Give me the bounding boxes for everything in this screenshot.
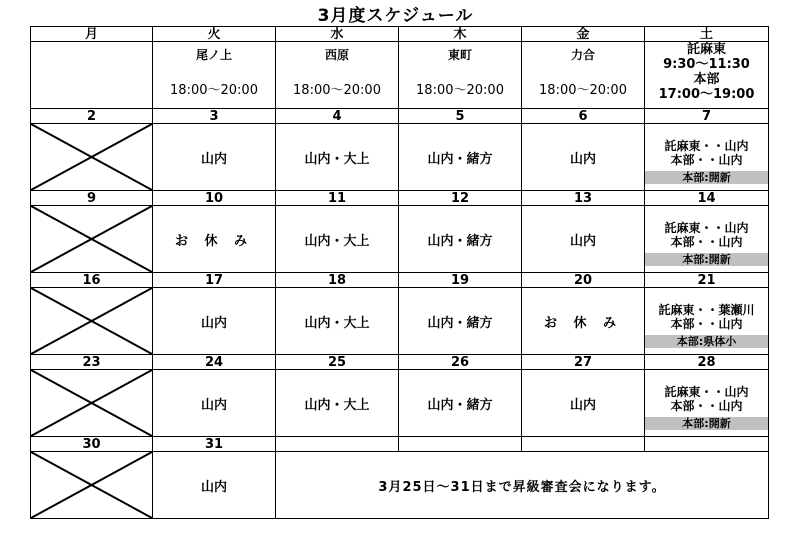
date-number: 14 bbox=[645, 191, 769, 206]
date-number: 9 bbox=[31, 191, 153, 206]
venue-mon bbox=[31, 42, 153, 109]
monday-closed-cell bbox=[31, 206, 153, 273]
date-number: 17 bbox=[153, 273, 276, 288]
monday-closed-cell bbox=[31, 370, 153, 437]
date-empty bbox=[645, 437, 769, 452]
cross-mark-icon bbox=[31, 452, 152, 518]
saturday-cell bbox=[645, 206, 769, 273]
date-number: 31 bbox=[153, 437, 276, 452]
date-number: 27 bbox=[522, 355, 645, 370]
week-row bbox=[31, 452, 769, 519]
date-number: 10 bbox=[153, 191, 276, 206]
sat-venue-note: 本部:開新 bbox=[645, 417, 768, 430]
sat-assignment: 託麻東・・山内 bbox=[664, 384, 749, 399]
saturday-cell bbox=[645, 370, 769, 437]
date-number: 18 bbox=[276, 273, 399, 288]
date-row bbox=[31, 109, 769, 124]
schedule-cell: 山内 bbox=[153, 124, 276, 191]
schedule-cell: 山内・緒方 bbox=[399, 288, 522, 355]
cross-mark-icon bbox=[31, 288, 152, 354]
venue-fri bbox=[522, 42, 645, 109]
sat-time-2: 17:00〜19:00 bbox=[658, 87, 755, 102]
page-title: 3月度スケジュール bbox=[317, 6, 474, 26]
venue-time: 18:00〜20:00 bbox=[170, 83, 258, 98]
cross-mark-icon bbox=[31, 370, 152, 436]
week-row bbox=[31, 206, 769, 273]
date-number: 6 bbox=[522, 109, 645, 124]
venue-location: 力合 bbox=[570, 48, 595, 62]
monday-closed-cell bbox=[31, 288, 153, 355]
schedule-cell: 山内 bbox=[153, 288, 276, 355]
date-number: 16 bbox=[31, 273, 153, 288]
week-row bbox=[31, 288, 769, 355]
schedule-cell: 山内 bbox=[153, 370, 276, 437]
day-mon: 月 bbox=[31, 27, 153, 42]
sat-venue-1: 託麻東 bbox=[686, 42, 726, 57]
day-tue: 火 bbox=[153, 27, 276, 42]
holiday-cell: お 休 み bbox=[153, 206, 276, 273]
date-number: 12 bbox=[399, 191, 522, 206]
schedule-cell: 山内・大上 bbox=[276, 370, 399, 437]
saturday-cell bbox=[645, 124, 769, 191]
schedule-cell: 山内 bbox=[522, 206, 645, 273]
date-row bbox=[31, 191, 769, 206]
venue-time: 18:00〜20:00 bbox=[293, 83, 381, 98]
date-number: 7 bbox=[645, 109, 769, 124]
venue-thu bbox=[399, 42, 522, 109]
venue-sat bbox=[645, 42, 769, 109]
schedule-table bbox=[30, 26, 769, 519]
schedule-cell: 山内・大上 bbox=[276, 124, 399, 191]
venue-wed bbox=[276, 42, 399, 109]
date-number: 3 bbox=[153, 109, 276, 124]
venue-header-row bbox=[31, 42, 769, 109]
date-number: 13 bbox=[522, 191, 645, 206]
date-number: 25 bbox=[276, 355, 399, 370]
date-number: 4 bbox=[276, 109, 399, 124]
saturday-cell bbox=[645, 288, 769, 355]
sat-assignment: 本部・・山内 bbox=[670, 316, 743, 331]
notice-cell: 3月25日〜31日まで昇級審査会になります。 bbox=[276, 452, 769, 519]
date-number: 11 bbox=[276, 191, 399, 206]
cross-mark-icon bbox=[31, 124, 152, 190]
day-wed: 水 bbox=[276, 27, 399, 42]
cross-mark-icon bbox=[31, 206, 152, 272]
venue-tue bbox=[153, 42, 276, 109]
venue-location: 尾ノ上 bbox=[195, 48, 232, 62]
schedule-cell: 山内・大上 bbox=[276, 288, 399, 355]
weekday-header-row bbox=[31, 27, 769, 42]
sat-assignment: 本部・・山内 bbox=[670, 234, 743, 249]
sat-venue-2: 本部 bbox=[693, 72, 720, 87]
day-thu: 木 bbox=[399, 27, 522, 42]
date-number: 19 bbox=[399, 273, 522, 288]
date-empty bbox=[399, 437, 522, 452]
week-row bbox=[31, 370, 769, 437]
venue-time: 18:00〜20:00 bbox=[539, 83, 627, 98]
monday-closed-cell bbox=[31, 452, 153, 519]
week-row bbox=[31, 124, 769, 191]
sat-assignment: 本部・・山内 bbox=[670, 398, 743, 413]
date-number: 28 bbox=[645, 355, 769, 370]
sat-assignment: 本部・・山内 bbox=[670, 152, 743, 167]
venue-location: 西原 bbox=[324, 48, 349, 62]
sat-assignment: 託麻東・・山内 bbox=[664, 220, 749, 235]
sat-venue-note: 本部:開新 bbox=[645, 253, 768, 266]
date-row bbox=[31, 437, 769, 452]
schedule-cell: 山内・緒方 bbox=[399, 370, 522, 437]
schedule-cell: 山内 bbox=[153, 452, 276, 519]
date-number: 26 bbox=[399, 355, 522, 370]
sat-venue-note: 本部:開新 bbox=[645, 171, 768, 184]
date-empty bbox=[522, 437, 645, 452]
sat-assignment: 託麻東・・山内 bbox=[664, 138, 749, 153]
date-number: 2 bbox=[31, 109, 153, 124]
venue-time: 18:00〜20:00 bbox=[416, 83, 504, 98]
sat-assignment: 託麻東・・葉瀬川 bbox=[658, 302, 755, 317]
holiday-cell: お 休 み bbox=[522, 288, 645, 355]
date-empty bbox=[276, 437, 399, 452]
date-row bbox=[31, 355, 769, 370]
day-fri: 金 bbox=[522, 27, 645, 42]
date-number: 5 bbox=[399, 109, 522, 124]
sat-venue-note: 本部:県体小 bbox=[645, 335, 768, 348]
sat-time-1: 9:30〜11:30 bbox=[663, 57, 750, 72]
monday-closed-cell bbox=[31, 124, 153, 191]
date-number: 24 bbox=[153, 355, 276, 370]
date-row bbox=[31, 273, 769, 288]
schedule-cell: 山内・緒方 bbox=[399, 124, 522, 191]
date-number: 20 bbox=[522, 273, 645, 288]
schedule-cell: 山内・緒方 bbox=[399, 206, 522, 273]
date-number: 23 bbox=[31, 355, 153, 370]
schedule-cell: 山内・大上 bbox=[276, 206, 399, 273]
schedule-cell: 山内 bbox=[522, 124, 645, 191]
schedule-cell: 山内 bbox=[522, 370, 645, 437]
date-number: 21 bbox=[645, 273, 769, 288]
date-number: 30 bbox=[31, 437, 153, 452]
venue-location: 東町 bbox=[447, 48, 472, 62]
day-sat: 土 bbox=[645, 27, 769, 42]
